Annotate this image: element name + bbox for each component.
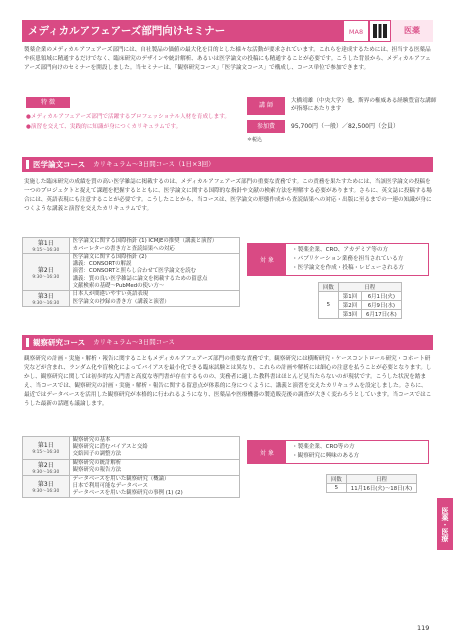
table-row xyxy=(23,459,240,475)
page-header xyxy=(22,20,433,42)
content-line: 講義：質の良い医学雑誌に論文を掲載するための留意点 xyxy=(72,275,208,282)
content-line: 文献検索の基礎～PubMedの使い方～ xyxy=(72,282,165,289)
time-label: 9:15～16:30 xyxy=(32,450,60,456)
seminar-code: MA8 xyxy=(343,20,369,42)
day-label: 第1日 xyxy=(37,240,54,247)
date-cell: 6月9日(水) xyxy=(362,301,402,310)
content-line: データベースを用いた観察研究の事例 (1) (2) xyxy=(72,490,183,497)
content-line: 医学論文に関する国際指針 (1) ICMJEの推奨（講義と演習） xyxy=(72,238,218,245)
session-cell: 第3回 xyxy=(338,310,361,319)
fee-label: 参加費 xyxy=(247,120,285,133)
target-item: ・パブリケーション業務を担当されている方 xyxy=(292,256,404,262)
content-line: 医学論文に関する国際指針 (2) xyxy=(72,254,147,260)
session-cell: 第1回 xyxy=(338,292,361,301)
col-header: 回数 xyxy=(319,283,339,292)
date-cell: 6月17日(木) xyxy=(362,310,402,319)
col-header: 回数 xyxy=(327,475,347,484)
feature-item: ●演習を交えて、実践的に知識が身につくカリキュラムです。 xyxy=(26,123,182,130)
time-label: 9:30～16:30 xyxy=(32,274,60,280)
count-cell: 5 xyxy=(327,484,347,493)
category-label: 医薬 xyxy=(391,20,433,42)
content-line: 日本人が間違いやすい英語表現 xyxy=(72,291,149,298)
day-label: 第2日 xyxy=(37,266,54,274)
instructor-label: 講 師 xyxy=(247,97,285,115)
qr-code-icon xyxy=(369,20,391,42)
target-box xyxy=(247,243,429,276)
session-cell: 第2回 xyxy=(338,301,361,310)
schedule-table xyxy=(22,237,240,307)
date-cell: 6月1日(火) xyxy=(362,292,402,301)
side-category-tab: 医薬・医療 xyxy=(437,498,453,550)
dates-table xyxy=(318,282,402,319)
table-row xyxy=(23,238,240,254)
section-title: 医学論文コース xyxy=(33,160,86,169)
target-item: ・製薬企業、CRO等の方 xyxy=(292,444,355,450)
features-label: 特 徴 xyxy=(26,97,70,108)
fee-text: 95,700円（一般）／82,500円（会員） xyxy=(291,123,399,130)
day-label: 第3日 xyxy=(37,293,54,301)
content-line: 交絡因子の調整方法 xyxy=(72,451,122,458)
day-label: 第1日 xyxy=(37,442,54,450)
table-row xyxy=(23,437,240,460)
course-description: 実施した臨床研究の成績を質の高い医学雑誌に掲載するのは、メディカルアフェアーズ部門の重要な責務です。この責務を果たすためには、当該医学論文の投稿を一つのプロジェクトと捉えて課題を把握するとともに、医学論文に関する国際的な指針や文献の検索方法を理解する必要があります。さらに、英文誌に投稿する場合には、英語表現にも注意することが必要です。こうしたことから、当コースは、医学論文の形態作成から査読結果への対応・出版に至るまでの一連の知識が身につくような講義と演習を交えたカリキュラムです。 xyxy=(24,179,432,212)
content-line: 観察研究の報告方法 xyxy=(72,467,122,474)
col-header: 日程 xyxy=(346,475,416,484)
content-line: 観察研究の統計解析 xyxy=(72,459,122,466)
day-label: 第3日 xyxy=(37,480,54,488)
col-header: 日程 xyxy=(338,283,401,292)
tax-note: ＊税込 xyxy=(247,137,263,143)
target-label: 対 象 xyxy=(248,244,286,275)
section-subtitle: カリキュラム～3日間コース（1日×3回） xyxy=(93,160,215,168)
table-row xyxy=(23,254,240,291)
page-title: メディカルアフェアーズ部門向けセミナー xyxy=(22,20,343,42)
target-item: ・製薬企業、CRO、アカデミア等の方 xyxy=(292,247,389,253)
content-line: 観察研究に潜むバイアスと交絡 xyxy=(72,444,148,451)
schedule-table xyxy=(22,436,240,498)
table-row xyxy=(23,475,240,498)
section-header-observational-course xyxy=(22,335,433,350)
content-line: 演習：CONSORTと照らし合わせて医学論文を読む xyxy=(72,268,197,275)
target-item: ・観察研究に興味のある方 xyxy=(292,453,360,459)
content-line: 講義：CONSORTの解説 xyxy=(72,261,132,268)
features-list xyxy=(26,113,241,132)
target-label: 対 象 xyxy=(248,441,286,463)
time-label: 9:30～16:30 xyxy=(32,301,60,307)
instructor-row xyxy=(247,97,441,115)
content-line: データベースを用いた観察研究（概論） xyxy=(72,475,170,482)
section-subtitle: カリキュラム～3日間コース xyxy=(93,338,175,346)
count-cell: 5 xyxy=(319,292,339,319)
date-cell: 11月16日(火)～18日(木) xyxy=(346,484,416,493)
page-number: 119 xyxy=(417,624,430,632)
feature-item: ●メディカルアフェアーズ部門で活躍するプロフェッショナル人材を育成します。 xyxy=(26,114,230,120)
time-label: 9:15～16:30 xyxy=(32,248,60,253)
fee-row xyxy=(247,120,399,133)
dates-table xyxy=(326,474,417,493)
target-item: ・医学論文を作成・投稿・レビューされる方 xyxy=(292,265,404,271)
day-label: 第2日 xyxy=(37,461,54,469)
time-label: 9:30～16:30 xyxy=(32,488,60,494)
target-box xyxy=(247,440,429,464)
time-label: 9:30～16:30 xyxy=(32,469,60,475)
content-line: 医学論文の抄録の書き方（講義と演習） xyxy=(72,298,170,305)
content-line: 観察研究の基本 xyxy=(72,437,111,443)
section-title: 観察研究コース xyxy=(33,338,86,347)
table-row xyxy=(23,291,240,307)
content-line: 日本で利用可能なデータベース xyxy=(72,482,148,489)
section-header-paper-course xyxy=(22,157,433,172)
instructor-text: 大橋靖雄（中央大学）他、斯界の権威ある経験豊富な講師が指導にあたります xyxy=(291,98,437,112)
content-line: カバーレターの書き方と査読結果への対応 xyxy=(72,245,175,252)
intro-text: 製薬企業のメディカルアフェアーズ部門には、自社製品の価値の最大化を目的とした様々な活動が要求されています。これらを達成するためには、担当する医薬品や疾患領域に精通するだけでなく、臨床研究のデザインや統計解析、あるいは医学論文の投稿にも精通することが必要です。こうした背景から、メディカルアフェアーズ部門向けのセミナーを開設しました。当セミナーは、「観察研究コース」「医学論文コース」で構成し、コース単位で参加できます。 xyxy=(24,47,431,71)
course-description: 観察研究の計画・実施・解析・報告に関することもメディカルアフェアーズ部門の重要な責務です。観察研究には横断研究・ケースコントロール研究・コホート研究などが含まれ、ランダム化や盲検化によってバイアスを最小化できる臨床試験とは異なり、これらの計画や解析には細心の注意を払うことが必要となります。しかし、観察研究に関しては初歩的な入門書と高度な専門書が存在するものの、実務者に適した教科書はほとんど見当たらないのが現状です。こうした状況を踏まえ、当コースでは、観察研究の計画・実施・解析・報告に関する留意点が体系的に身につくように、講義と演習を交えたカリキュラムを設定しました。さらに、最近ではデータベースを活用した観察研究が本格的に行われるようになり、医薬品や医療機器の製造販売後の調査が大きく変わろうとしています。当コースではこうした最新の話題も議論します。 xyxy=(24,356,432,407)
